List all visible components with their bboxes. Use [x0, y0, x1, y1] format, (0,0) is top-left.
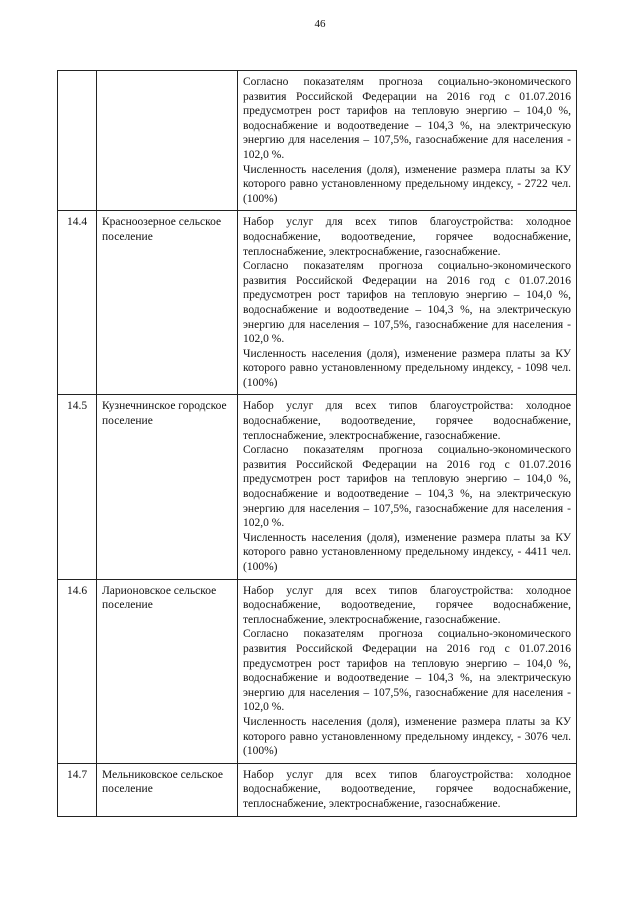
description-paragraph: Численность населения (доля), изменение размера платы за КУ которого равно установленному предельному индексу, - 3076 чел. (100%)	[243, 715, 571, 758]
row-description	[238, 763, 577, 816]
description-paragraph: Набор услуг для всех типов благоустройства: холодное водоснабжение, водоотведение, горячее водоснабжение, теплоснабжение, электроснабжение, газоснабжение.	[243, 584, 571, 626]
description-paragraph: Согласно показателям прогноза социально-экономического развития Российской Федерации на 2016 год с 01.07.2016 предусмотрен рост тарифов на тепловую энергию – 104,0 %, водоснабжение и водоотведение – 104,3 %, на электрическую энергию для населения – 107,5%, газоснабжение для населения - 102,0 %.	[243, 76, 571, 161]
description-paragraph: Численность населения (доля), изменение размера платы за КУ которого равно установленному предельному индексу, - 4411 чел. (100%)	[243, 531, 571, 573]
row-description	[238, 395, 577, 579]
table-row	[58, 763, 577, 816]
table-row	[58, 71, 577, 211]
row-description	[238, 579, 577, 763]
settlement-name	[97, 71, 238, 211]
settlement-name: Ларионовское сельское поселение	[97, 579, 238, 763]
row-number: 14.4	[58, 211, 97, 395]
settlement-name: Мельниковское сельское поселение	[97, 763, 238, 816]
description-paragraph: Численность населения (доля), изменение размера платы за КУ которого равно установленному предельному индексу, - 2722 чел. (100%)	[243, 163, 571, 205]
table-row	[58, 211, 577, 395]
description-paragraph: Набор услуг для всех типов благоустройства: холодное водоснабжение, водоотведение, горячее водоснабжение, теплоснабжение, электроснабжение, газоснабжение.	[243, 768, 571, 810]
settlement-name: Красноозерное сельское поселение	[97, 211, 238, 395]
row-number: 14.7	[58, 763, 97, 816]
row-description	[238, 211, 577, 395]
table-row	[58, 579, 577, 763]
row-number	[58, 71, 97, 211]
description-paragraph: Набор услуг для всех типов благоустройства: холодное водоснабжение, водоотведение, горячее водоснабжение, теплоснабжение, электроснабжение, газоснабжение.	[243, 400, 571, 442]
row-number: 14.5	[58, 395, 97, 579]
description-paragraph: Согласно показателям прогноза социально-экономического развития Российской Федерации на 2016 год с 01.07.2016 предусмотрен рост тарифов на тепловую энергию – 104,0 %, водоснабжение и водоотведение – 104,3 %, на электрическую энергию для населения – 107,5%, газоснабжение для населения - 102,0 %.	[243, 444, 571, 530]
table-row	[58, 395, 577, 579]
description-paragraph: Согласно показателям прогноза социально-экономического развития Российской Федерации на 2016 год с 01.07.2016 предусмотрен рост тарифов на тепловую энергию – 104,0 %, водоснабжение и водоотведение – 104,3 %, на электрическую энергию для населения – 107,5%, газоснабжение для населения - 102,0 %.	[243, 628, 571, 714]
settlements-table	[57, 70, 577, 817]
row-number: 14.6	[58, 579, 97, 763]
settlement-name: Кузнечнинское городское поселение	[97, 395, 238, 579]
description-paragraph: Согласно показателям прогноза социально-экономического развития Российской Федерации на 2016 год с 01.07.2016 предусмотрен рост тарифов на тепловую энергию – 104,0 %, водоснабжение и водоотведение – 104,3 %, на электрическую энергию для населения – 107,5%, газоснабжение для населения - 102,0 %.	[243, 260, 571, 346]
description-paragraph: Численность населения (доля), изменение размера платы за КУ которого равно установленному предельному индексу, - 1098 чел. (100%)	[243, 347, 571, 389]
row-description	[238, 71, 577, 211]
description-paragraph: Набор услуг для всех типов благоустройства: холодное водоснабжение, водоотведение, горячее водоснабжение, теплоснабжение, электроснабжение, газоснабжение.	[243, 216, 571, 258]
page-number: 46	[314, 18, 326, 30]
